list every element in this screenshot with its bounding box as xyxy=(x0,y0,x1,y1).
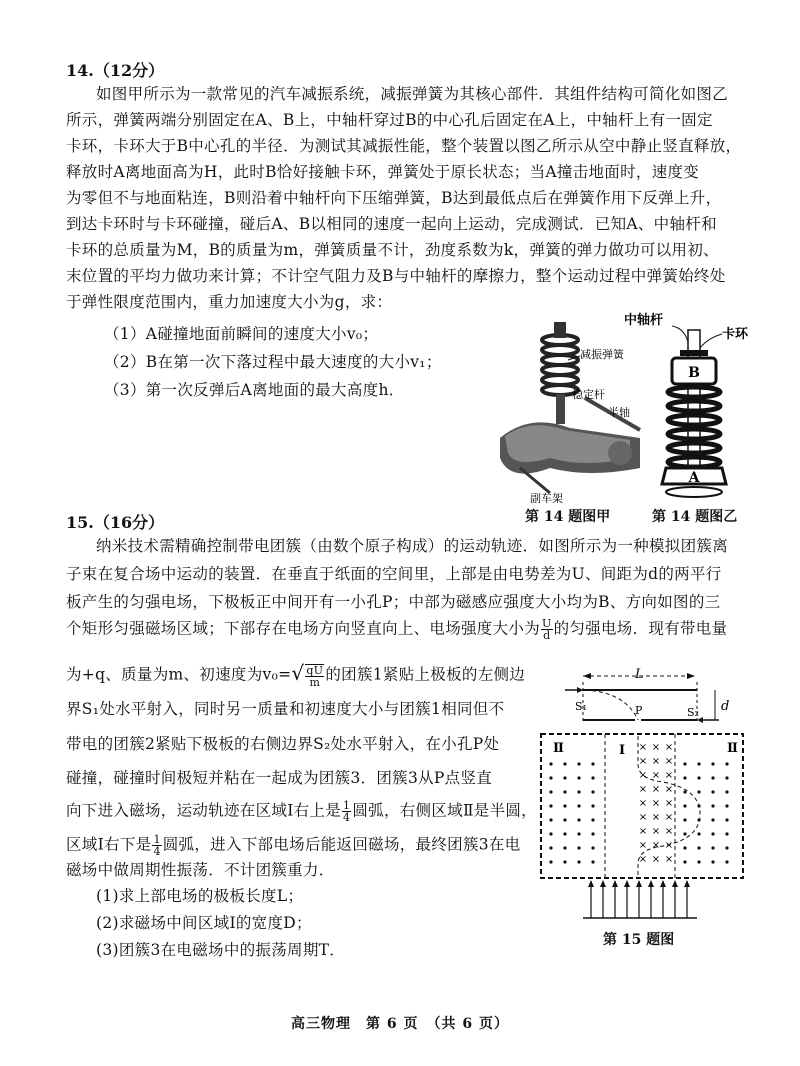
field-cross: × xyxy=(664,854,674,865)
label-shock-spring: 减振弹簧 xyxy=(580,348,624,361)
field-dot xyxy=(683,832,686,835)
field-dot xyxy=(683,818,686,821)
field-dot xyxy=(591,790,594,793)
q14-question-3: （3）第一次反弹后A离地面的最大高度h． xyxy=(104,381,405,399)
field-cross: × xyxy=(638,784,648,795)
field-dot xyxy=(725,762,728,765)
field-dot xyxy=(683,846,686,849)
field-dot xyxy=(591,846,594,849)
field-dot xyxy=(549,832,552,835)
field-cross: × xyxy=(638,756,648,767)
field-dot xyxy=(711,762,714,765)
field-dot xyxy=(591,776,594,779)
q14-line-7: 卡环的总质量为M，B的质量为m，弹簧质量不计，劲度系数为k，弹簧的弹力做功可以用初、 xyxy=(66,241,719,259)
label-region-ii-left: Ⅱ xyxy=(553,741,564,756)
field-dot xyxy=(591,860,594,863)
q15-question-3: (3)团簇3在电磁场中的振荡周期T． xyxy=(96,941,346,959)
field-dot xyxy=(563,790,566,793)
field-dot xyxy=(697,762,700,765)
field-dot xyxy=(725,790,728,793)
field-dot xyxy=(711,832,714,835)
q14-line-3: 卡环，卡环大于B中心孔的半径．为测试其减振性能，整个装置以图乙所示从空中静止竖直释放， xyxy=(66,137,742,155)
field-dot xyxy=(563,860,566,863)
label-region-i: Ⅰ xyxy=(619,743,626,758)
field-cross: × xyxy=(651,840,661,851)
field-dot xyxy=(683,860,686,863)
field-dot xyxy=(591,804,594,807)
field-dots-right xyxy=(683,762,728,863)
q15-line-9: 向下进入磁场，运动轨迹在区域Ⅰ右上是 $\frac{1}{4}$ 圆弧，右侧区域Ⅱ是半圆， xyxy=(66,799,537,824)
label-block-b: B xyxy=(688,365,700,381)
field-dot xyxy=(577,846,580,849)
q15-line-4: 个矩形匀强磁场区域；下部存在电场方向竖直向上、电场强度大小为 $\frac{U}{d}$ 的匀强电场．现有带电量 xyxy=(66,617,728,642)
snap-ring-drawing xyxy=(680,350,708,356)
e-field-arrowhead xyxy=(624,880,630,887)
shock-spring-drawing xyxy=(542,335,578,395)
q14-question-2: （2）B在第一次下落过程中最大速度的大小v₁； xyxy=(104,353,442,371)
q15-question-2: (2)求磁场中间区域Ⅰ的宽度D； xyxy=(96,914,312,932)
q15-line-5: 为+q、质量为m、初速度为v₀=√ $\frac{qU}{m}$ 的团簇1紧贴上极板的左侧边 xyxy=(66,661,526,689)
fraction-one-quarter-2: $\frac{1}{4}$ xyxy=(153,833,161,858)
field-dot xyxy=(563,818,566,821)
field-dot xyxy=(591,762,594,765)
label-center-rod: 中轴杆 xyxy=(624,313,664,328)
label-half-shaft: 半轴 xyxy=(608,406,630,419)
caption-fig14a: 第 14 题图甲 xyxy=(525,509,611,525)
field-dot xyxy=(549,846,552,849)
field-cross: × xyxy=(638,826,648,837)
q14-line-4: 释放时A离地面高为H，此时B恰好接触卡环，弹簧处于原长状态；当A撞击地面时，速度变 xyxy=(66,163,700,181)
field-cross: × xyxy=(664,840,674,851)
page-footer: 高三物理 第 6 页 （共 6 页） xyxy=(291,1016,509,1032)
label-region-ii-right: Ⅱ xyxy=(727,741,738,756)
field-cross: × xyxy=(664,756,674,767)
field-dot xyxy=(683,776,686,779)
field-dots-left xyxy=(549,762,594,863)
field-cross: × xyxy=(651,826,661,837)
q14-line-8: 末位置的平均力做功来计算；不计空气阻力及B与中轴杆的摩擦力，整个运动过程中弹簧始终处 xyxy=(66,267,726,285)
field-dot xyxy=(563,776,566,779)
label-subframe: 副车架 xyxy=(530,492,563,503)
q14-line-5: 为零但不与地面粘连，B则沿着中轴杆向下压缩弹簧，B达到最低点后在弹簧作用下反弹上升， xyxy=(66,189,722,207)
field-dot xyxy=(549,818,552,821)
field-dot xyxy=(711,818,714,821)
label-gap-d: d xyxy=(721,699,730,714)
lower-electric-field-arrows xyxy=(588,880,690,918)
field-dot xyxy=(563,846,566,849)
q14-number: 14.（12分） xyxy=(66,61,165,80)
field-cross: × xyxy=(664,812,674,823)
cluster-field-figure xyxy=(535,664,750,924)
e-field-arrowhead xyxy=(588,880,594,887)
e-field-arrowhead xyxy=(672,880,678,887)
fraction-one-quarter: $\frac{1}{4}$ xyxy=(343,799,351,824)
label-length-l: L xyxy=(635,667,644,682)
field-dot xyxy=(549,762,552,765)
q14-line-1: 如图甲所示为一款常见的汽车减振系统，减振弹簧为其核心部件．其组件结构可简化如图乙 xyxy=(96,85,729,103)
field-dot xyxy=(711,804,714,807)
field-dot xyxy=(549,776,552,779)
field-cross: × xyxy=(651,854,661,865)
label-hole-p: P xyxy=(635,704,643,717)
field-dot xyxy=(563,804,566,807)
spring-assembly-figure xyxy=(622,308,772,503)
field-dot xyxy=(577,804,580,807)
field-cross: × xyxy=(638,812,648,823)
field-dot xyxy=(711,860,714,863)
fraction-u-over-d: $\frac{U}{d}$ xyxy=(542,617,552,642)
label-snap-ring: 卡环 xyxy=(722,327,749,342)
q15-question-1: (1)求上部电场的极板长度L； xyxy=(96,887,304,905)
e-field-arrowhead xyxy=(612,880,618,887)
field-cross: × xyxy=(651,756,661,767)
field-cross: × xyxy=(664,798,674,809)
field-cross: × xyxy=(651,742,661,753)
field-cross: × xyxy=(664,784,674,795)
field-dot xyxy=(683,762,686,765)
field-cross: × xyxy=(638,854,648,865)
trajectory-upper xyxy=(585,690,638,720)
q15-line-3: 板产生的匀强电场，下极板正中间开有一小孔P；中部为磁感应强度大小均为B、方向如图的三 xyxy=(66,593,721,611)
q14-line-2: 所示，弹簧两端分别固定在A、B上，中轴杆穿过B的中心孔后固定在A上，中轴杆上有一固定 xyxy=(66,111,713,129)
spring-drawing xyxy=(668,387,720,467)
field-cross: × xyxy=(651,770,661,781)
q15-line-10: 区域Ⅰ右下是 $\frac{1}{4}$ 圆弧，进入下部电场后能返回磁场，最终团簇3在电 xyxy=(66,833,521,858)
field-dot xyxy=(683,790,686,793)
caption-fig14b: 第 14 题图乙 xyxy=(652,509,738,525)
field-dot xyxy=(725,776,728,779)
field-dot xyxy=(683,804,686,807)
field-dot xyxy=(711,776,714,779)
label-s1: S₁ xyxy=(575,700,587,713)
field-cross: × xyxy=(664,742,674,753)
field-crosses-middle xyxy=(639,742,673,865)
e-field-arrowhead xyxy=(660,880,666,887)
field-dot xyxy=(697,832,700,835)
field-dot xyxy=(697,790,700,793)
field-dot xyxy=(591,818,594,821)
field-dot xyxy=(697,776,700,779)
field-dot xyxy=(563,762,566,765)
field-cross: × xyxy=(664,826,674,837)
q15-line-8: 碰撞，碰撞时间极短并粘在一起成为团簇3．团簇3从P点竖直 xyxy=(66,769,493,787)
sqrt-expression: √ $\frac{qU}{m}$ xyxy=(291,661,324,689)
e-field-arrowhead xyxy=(684,880,690,887)
field-cross: × xyxy=(638,742,648,753)
field-dot xyxy=(725,860,728,863)
field-cross: × xyxy=(651,798,661,809)
field-dot xyxy=(577,790,580,793)
field-dot xyxy=(725,846,728,849)
field-dot xyxy=(577,818,580,821)
q15-line-7: 带电的团簇2紧贴下极板的右侧边界S₂处水平射入，在小孔P处 xyxy=(66,735,500,753)
label-stabilizer-bar: 稳定杆 xyxy=(572,388,605,401)
label-block-a: A xyxy=(688,470,700,486)
field-dot xyxy=(591,832,594,835)
field-cross: × xyxy=(651,784,661,795)
field-dot xyxy=(725,818,728,821)
e-field-arrowhead xyxy=(600,880,606,887)
q14-line-9: 于弹性限度范围内，重力加速度大小为g，求： xyxy=(66,293,393,311)
field-dot xyxy=(563,832,566,835)
q15-line-2: 子束在复合场中运动的装置．在垂直于纸面的空间里，上部是由电势差为U、间距为d的两平行 xyxy=(66,565,722,583)
field-dot xyxy=(725,804,728,807)
field-cross: × xyxy=(638,770,648,781)
field-cross: × xyxy=(651,812,661,823)
field-dot xyxy=(549,860,552,863)
field-dot xyxy=(577,832,580,835)
field-dot xyxy=(697,846,700,849)
field-dot xyxy=(711,846,714,849)
e-field-arrowhead xyxy=(636,880,642,887)
field-dot xyxy=(577,762,580,765)
field-dot xyxy=(577,860,580,863)
field-dot xyxy=(725,832,728,835)
field-dot xyxy=(711,790,714,793)
q15-line-6: 界S₁处水平射入，同时另一质量和初速度大小与团簇1相同但不 xyxy=(66,700,505,718)
field-dot xyxy=(549,804,552,807)
field-cross: × xyxy=(664,770,674,781)
field-dot xyxy=(577,776,580,779)
caption-fig15: 第 15 题图 xyxy=(603,932,675,948)
field-cross: × xyxy=(638,798,648,809)
field-dot xyxy=(549,790,552,793)
q15-line-11: 磁场中做周期性振荡．不计团簇重力． xyxy=(66,861,335,879)
q15-number: 15.（16分） xyxy=(66,513,165,532)
label-s2: S₂ xyxy=(687,706,699,719)
q15-line-1: 纳米技术需精确控制带电团簇（由数个原子构成）的运动轨迹．如图所示为一种模拟团簇离 xyxy=(96,537,729,555)
q14-line-6: 到达卡环时与卡环碰撞，碰后A、B以相同的速度一起向上运动，完成测试．已知A、中轴杆和 xyxy=(66,215,717,233)
field-dot xyxy=(697,860,700,863)
q14-question-1: （1）A碰撞地面前瞬间的速度大小v₀； xyxy=(104,325,379,343)
e-field-arrowhead xyxy=(648,880,654,887)
field-cross: × xyxy=(638,840,648,851)
